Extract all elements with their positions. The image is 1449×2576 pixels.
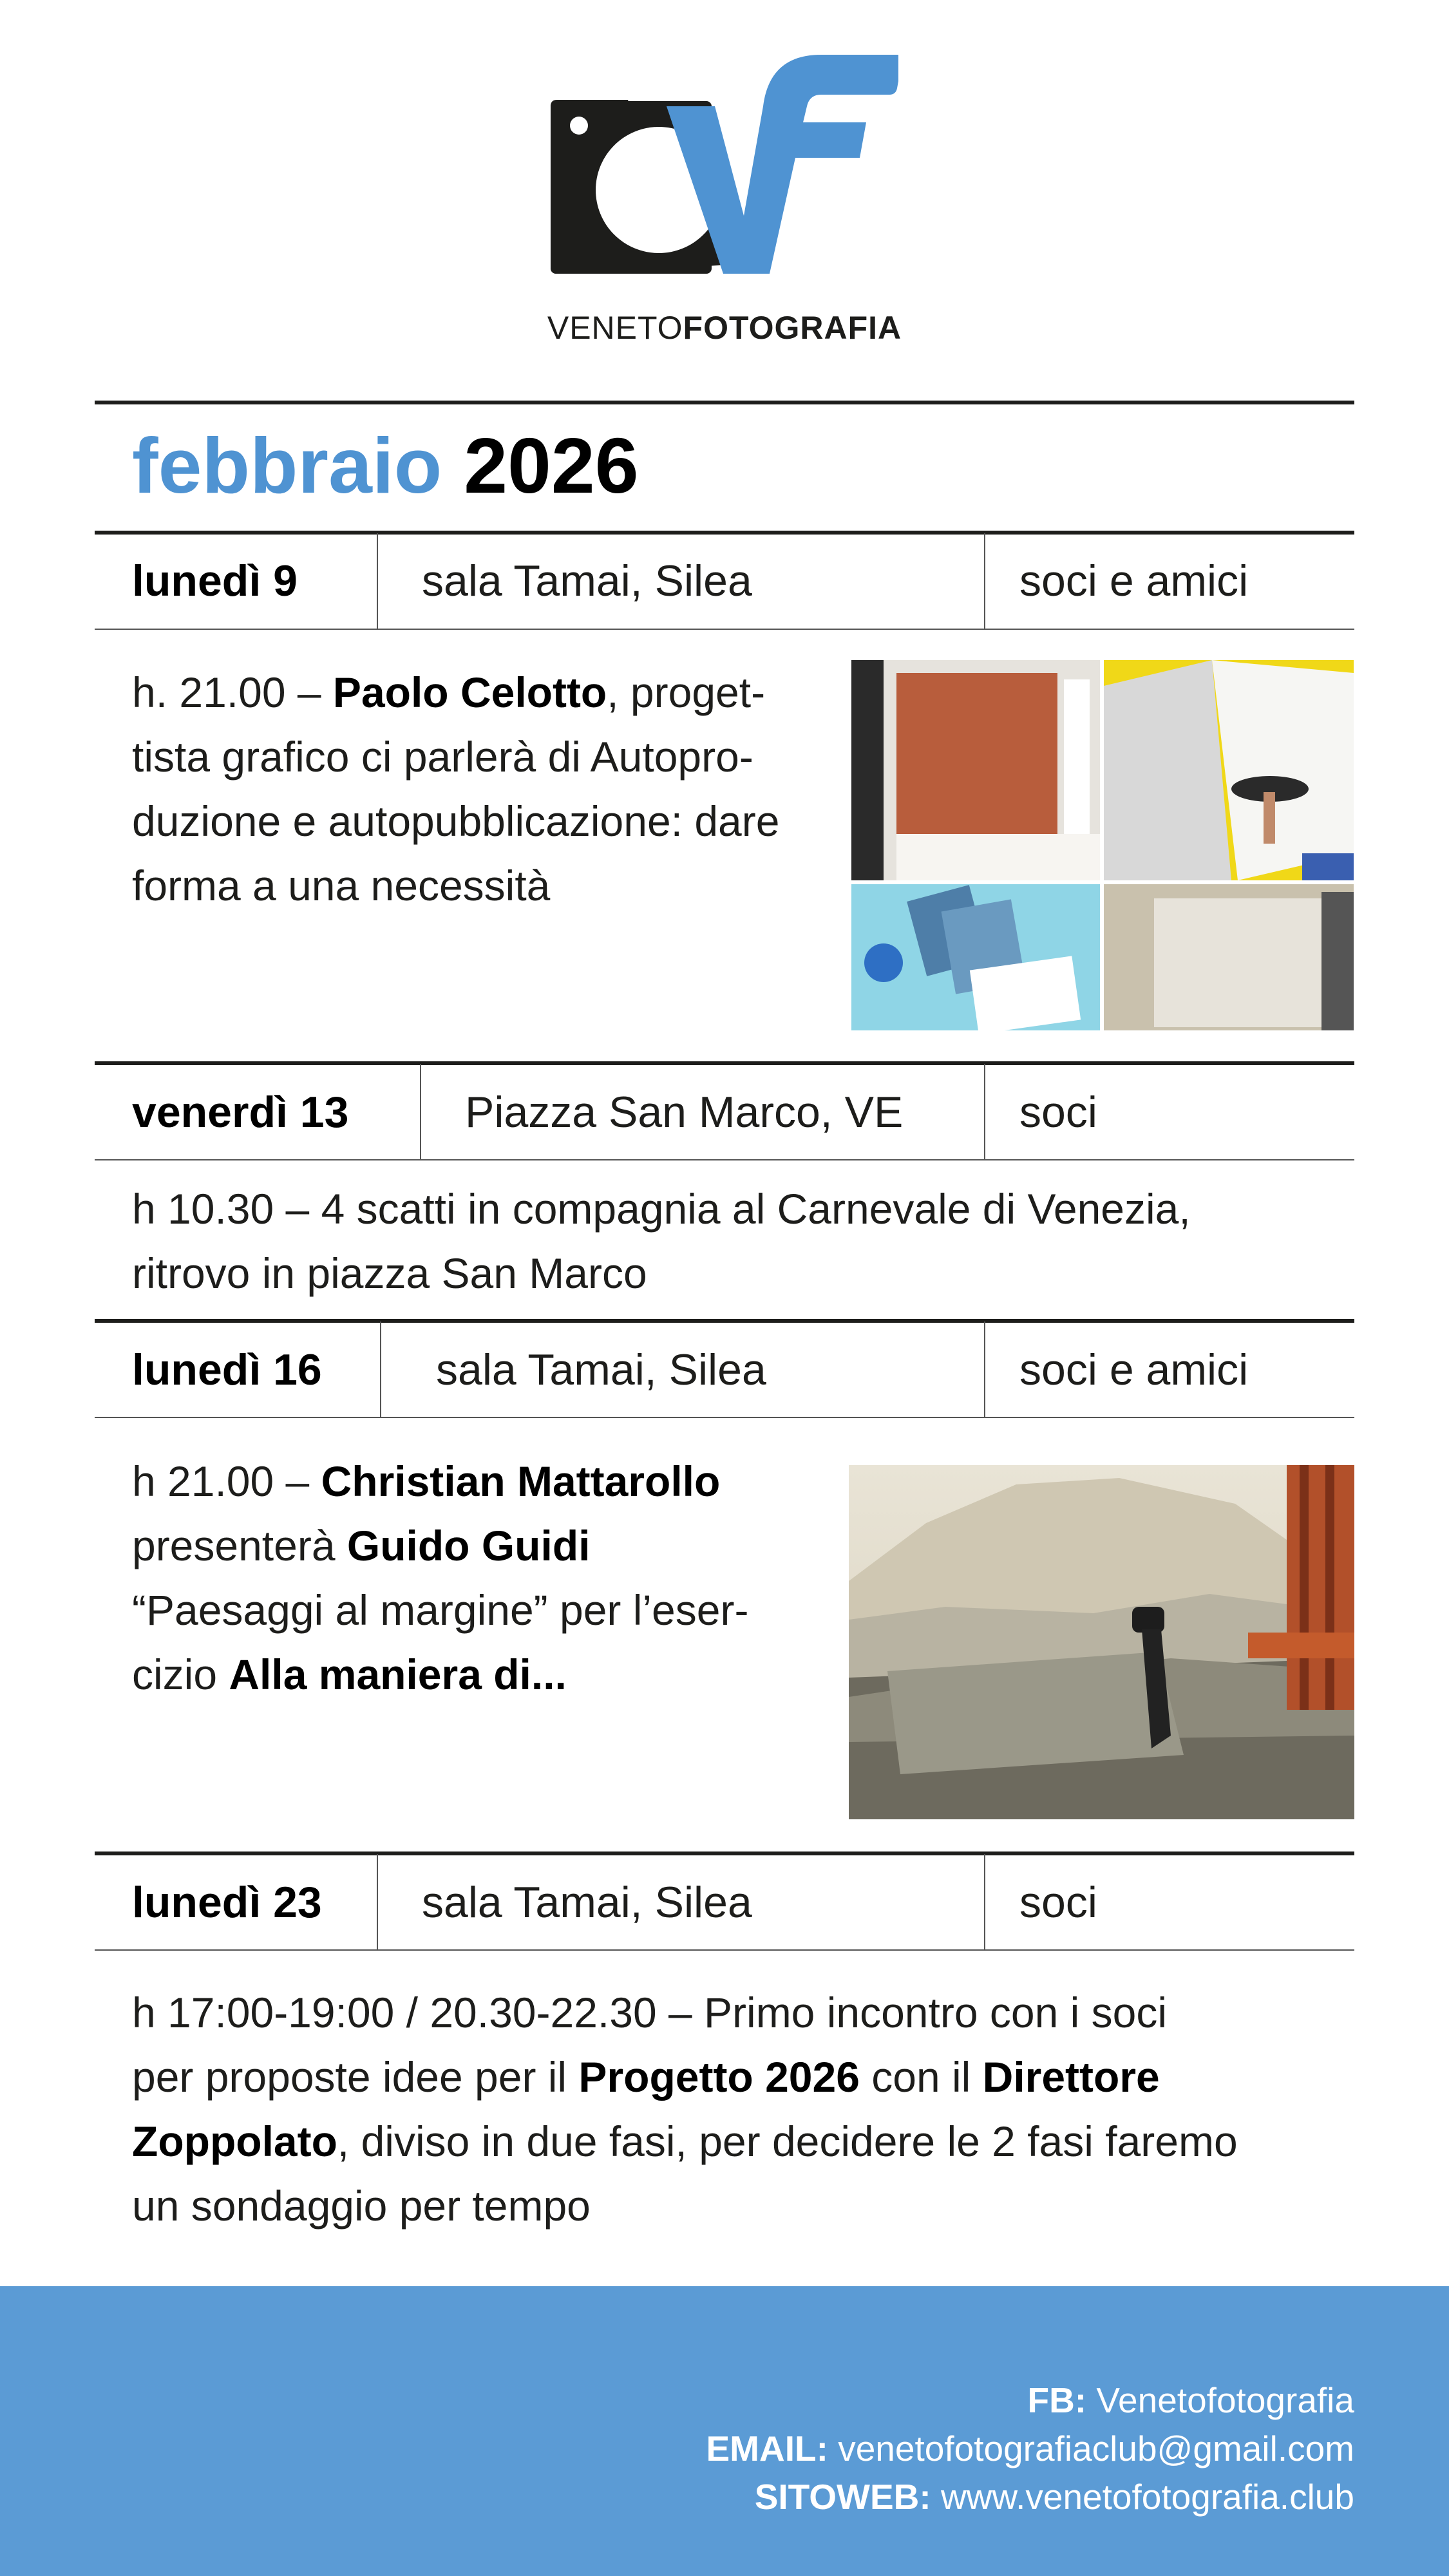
footer-contacts [0,2286,1449,2576]
event-place: sala Tamai, Silea [436,1345,766,1394]
event-rule [95,531,1354,535]
event-rule [95,1852,1354,1855]
brand-wordmark: VENETOFOTOGRAFIA [547,310,902,346]
event-rule [95,1319,1354,1323]
top-rule [95,401,1354,404]
event-rule [95,1417,1354,1418]
column-divider [984,1064,985,1159]
event-day: lunedì 9 [132,556,298,605]
column-divider [380,1321,381,1417]
email-contact[interactable]: EMAIL: venetofotografiaclub@gmail.com [706,2429,1354,2468]
event-description: h 10.30 – 4 scatti in compagnia al Carnevale di Venezia, ritrovo in piazza San Marco [132,1185,1191,1297]
event-rule [95,1949,1354,1951]
event-place: Piazza San Marco, VE [465,1088,904,1137]
event-description: h 17:00-19:00 / 20.30-22.30 – Primo incontro con i soci per proposte idee per il Progetto 2026 con il Direttore Zoppolato, diviso in due fasi, per decidere le 2 fasi faremo un sondaggio per tempo [132,1989,1238,2230]
event-rule [95,629,1354,630]
event-description: h. 21.00 – Paolo Celotto, proget- tista grafico ci parlerà di Autopro- duzione e autopubblicazione: dare forma a una necessità [132,668,780,909]
column-divider [984,1321,985,1417]
month-title: febbraio 2026 [132,422,639,509]
event-audience: soci [1019,1878,1097,1927]
event-place: sala Tamai, Silea [422,556,752,605]
event-day: lunedì 23 [132,1878,322,1927]
website-contact[interactable]: SITOWEB: www.venetofotografia.club [754,2477,1354,2517]
event-day: lunedì 16 [132,1345,322,1394]
column-divider [420,1064,421,1159]
column-divider [377,533,378,629]
event-day: venerdì 13 [132,1088,349,1137]
event-rule [95,1061,1354,1065]
landscape-photo [849,1465,1354,1819]
column-divider [984,1854,985,1949]
event-place: sala Tamai, Silea [422,1878,752,1927]
column-divider [377,1854,378,1949]
venetofotografia-logo [551,55,898,274]
event-audience: soci [1019,1088,1097,1137]
event-rule [95,1159,1354,1160]
event-audience: soci e amici [1019,1345,1249,1394]
column-divider [984,533,985,629]
book-collage-photo [851,660,1354,1030]
event-audience: soci e amici [1019,556,1249,605]
event-description: h 21.00 – Christian Mattarollo presenterà Guido Guidi “Paesaggi al margine” per l’eser- cizio Alla maniera di... [132,1457,749,1698]
facebook-contact[interactable]: FB: Venetofotografia [1027,2380,1354,2420]
